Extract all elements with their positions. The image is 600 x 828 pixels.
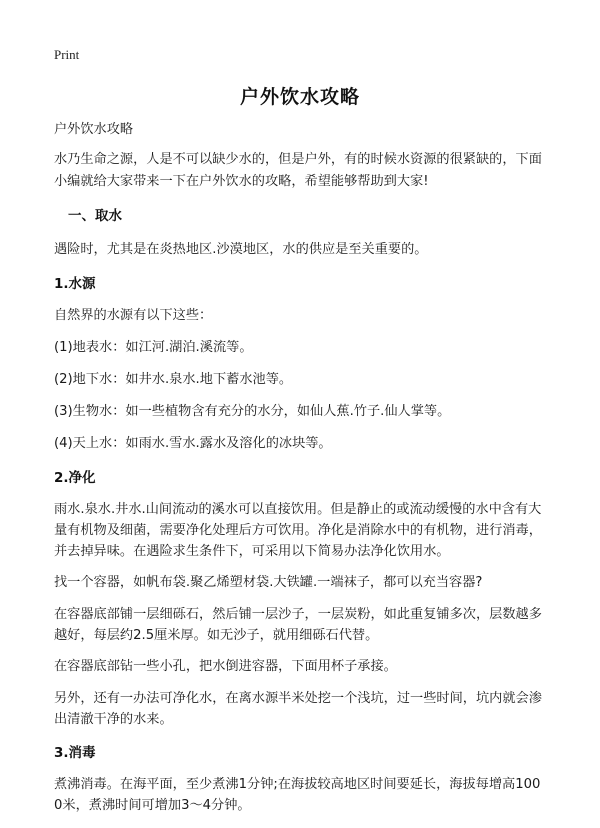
disinfect-paragraph: 煮沸消毒。在海平面，至少煮沸1分钟;在海拔较高地区时间要延长，海拔每增高1000米，煮沸时间可增加3～4分钟。 xyxy=(54,777,541,813)
article-subtitle: 户外饮水攻略 xyxy=(54,122,134,137)
water-source-item: (3)生物水：如一些植物含有充分的水分，如仙人蕉.竹子.仙人掌等。 xyxy=(54,404,451,419)
water-source-lead: 自然界的水源有以下这些： xyxy=(54,308,213,323)
print-link[interactable]: Print xyxy=(54,47,80,62)
purify-paragraph: 找一个容器，如帆布袋.聚乙烯塑材袋.大铁罐.一端袜子，都可以充当容器? xyxy=(54,575,483,590)
section-heading-disinfection: 3.消毒 xyxy=(54,745,96,761)
purify-paragraph: 雨水.泉水.井水.山间流动的溪水可以直接饮用。但是静止的或流动缓慢的水中含有大量有机物及细菌，需要净化处理后方可饮用。净化是消除水中的有机物，进行消毒，并去掉异味。在遇险求生条件下，可采用以下简易办法净化饮用水。 xyxy=(54,502,542,559)
section-heading-purification: 2.净化 xyxy=(54,470,96,486)
water-source-item: (4)天上水：如雨水.雪水.露水及溶化的冰块等。 xyxy=(54,436,332,451)
purify-paragraph: 在容器底部钻一些小孔，把水倒进容器，下面用杯子承接。 xyxy=(54,659,397,674)
purify-paragraph: 另外，还有一办法可净化水，在离水源半米处挖一个浅坑，过一些时间，坑内就会渗出清澈干净的水来。 xyxy=(54,691,542,727)
section-heading-water-collection: 一、取水 xyxy=(68,208,122,224)
purify-paragraph: 在容器底部铺一层细砾石，然后铺一层沙子，一层炭粉，如此重复铺多次，层数越多越好，每层约2.5厘米厚。如无沙子，就用细砾石代替。 xyxy=(54,607,542,643)
article-title: 户外饮水攻略 xyxy=(239,86,360,108)
intro-paragraph: 水乃生命之源，人是不可以缺少水的，但是户外，有的时候水资源的很紧缺的，下面小编就给大家带来一下在户外饮水的攻略，希望能够帮助到大家! xyxy=(54,152,542,189)
section1-paragraph: 遇险时，尤其是在炎热地区.沙漠地区，水的供应是至关重要的。 xyxy=(54,242,428,257)
section-heading-water-source: 1.水源 xyxy=(54,276,96,292)
article-content xyxy=(54,119,548,816)
water-source-item: (2)地下水：如井水.泉水.地下蓄水池等。 xyxy=(54,372,293,387)
water-source-item: (1)地表水：如江河.湖泊.溪流等。 xyxy=(54,340,253,355)
